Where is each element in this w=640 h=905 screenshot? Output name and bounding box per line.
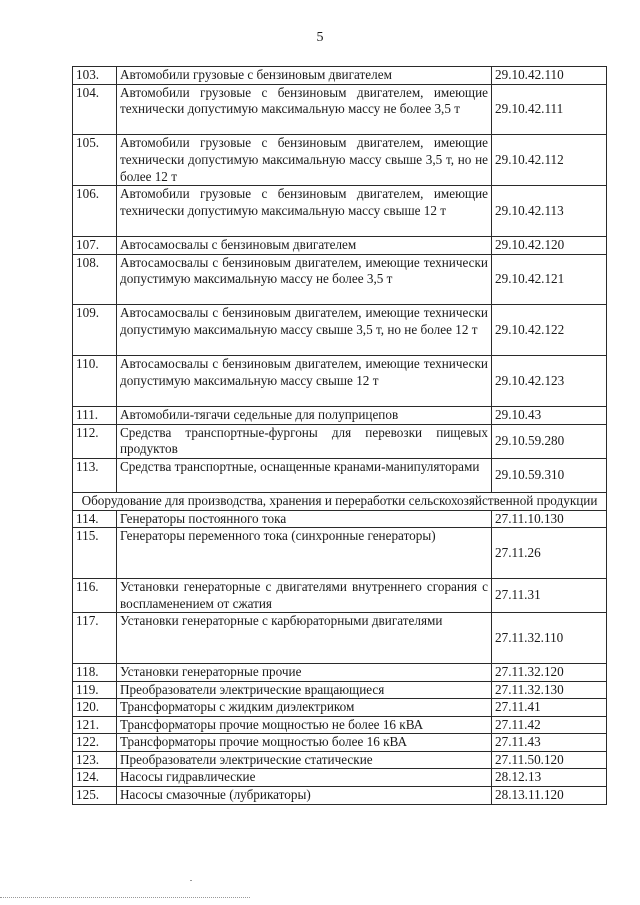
product-name: Средства транспортные-фургоны для перевозки пищевых продуктов [117, 424, 492, 458]
section-header-row [73, 492, 607, 510]
okpd2-code: 27.11.43 [492, 734, 607, 752]
row-number: 109. [73, 305, 117, 356]
product-name: Генераторы постоянного тока [117, 510, 492, 528]
product-name: Преобразователи электрические статические [117, 751, 492, 769]
product-name: Автомобили грузовые с бензиновым двигателем, имеющие технически допустимую максимальную массу свыше 12 т [117, 186, 492, 237]
okpd2-code: 29.10.59.310 [492, 458, 607, 492]
okpd2-code: 27.11.41 [492, 699, 607, 717]
table-row [73, 787, 607, 805]
row-number: 114. [73, 510, 117, 528]
table-row [73, 681, 607, 699]
row-number: 123. [73, 751, 117, 769]
row-number: 105. [73, 135, 117, 186]
okpd2-code: 27.11.32.130 [492, 681, 607, 699]
table-row [73, 751, 607, 769]
okpd2-code: 29.10.43 [492, 406, 607, 424]
row-number: 117. [73, 613, 117, 664]
okpd2-code: 29.10.59.280 [492, 424, 607, 458]
okpd2-code: 29.10.42.123 [492, 356, 607, 407]
product-name: Преобразователи электрические вращающиеся [117, 681, 492, 699]
product-name: Установки генераторные с карбюраторными двигателями [117, 613, 492, 664]
row-number: 118. [73, 663, 117, 681]
table-row [73, 699, 607, 717]
okpd2-code: 27.11.26 [492, 528, 607, 579]
row-number: 120. [73, 699, 117, 717]
row-number: 119. [73, 681, 117, 699]
row-number: 122. [73, 734, 117, 752]
row-number: 116. [73, 578, 117, 612]
okpd2-code: 28.13.11.120 [492, 787, 607, 805]
okpd2-code: 27.11.10.130 [492, 510, 607, 528]
row-number: 111. [73, 406, 117, 424]
row-number: 121. [73, 716, 117, 734]
table-row [73, 578, 607, 612]
okpd2-code: 29.10.42.122 [492, 305, 607, 356]
okpd2-code: 29.10.42.120 [492, 236, 607, 254]
row-number: 112. [73, 424, 117, 458]
row-number: 107. [73, 236, 117, 254]
okpd2-code: 29.10.42.110 [492, 67, 607, 85]
page-number: 5 [316, 30, 324, 45]
product-name: Автосамосвалы с бензиновым двигателем, имеющие технически допустимую максимальную массу не более 3,5 т [117, 254, 492, 305]
section-title: Оборудование для производства, хранения и переработки сельскохозяйственной продукции [73, 492, 607, 510]
product-name: Трансформаторы прочие мощностью более 16 кВА [117, 734, 492, 752]
product-name: Насосы смазочные (лубрикаторы) [117, 787, 492, 805]
product-name: Автомобили грузовые с бензиновым двигателем [117, 67, 492, 85]
table-row [73, 406, 607, 424]
table-row [73, 734, 607, 752]
product-name: Средства транспортные, оснащенные кранами-манипуляторами [117, 458, 492, 492]
row-number: 108. [73, 254, 117, 305]
table-row [73, 663, 607, 681]
table-row [73, 186, 607, 237]
okpd2-code: 29.10.42.112 [492, 135, 607, 186]
table-row [73, 356, 607, 407]
product-name: Установки генераторные прочие [117, 663, 492, 681]
table-row [73, 305, 607, 356]
okpd2-code: 27.11.32.110 [492, 613, 607, 664]
table-row [73, 510, 607, 528]
row-number: 103. [73, 67, 117, 85]
okpd2-code: 28.12.13 [492, 769, 607, 787]
product-name: Автосамосвалы с бензиновым двигателем [117, 236, 492, 254]
row-number: 115. [73, 528, 117, 579]
product-name: Насосы гидравлические [117, 769, 492, 787]
row-number: 104. [73, 84, 117, 135]
product-name: Установки генераторные с двигателями внутреннего сгорания с воспламенением от сжатия [117, 578, 492, 612]
product-name: Трансформаторы прочие мощностью не более 16 кВА [117, 716, 492, 734]
product-name: Автомобили-тягачи седельные для полуприцепов [117, 406, 492, 424]
okpd2-code: 27.11.32.120 [492, 663, 607, 681]
okpd2-code: 29.10.42.113 [492, 186, 607, 237]
table-row [73, 236, 607, 254]
row-number: 113. [73, 458, 117, 492]
scan-speck [190, 880, 192, 881]
table-row [73, 458, 607, 492]
table-row [73, 67, 607, 85]
row-number: 110. [73, 356, 117, 407]
table-row [73, 84, 607, 135]
table-row [73, 424, 607, 458]
goods-table [72, 66, 607, 805]
product-name: Автомобили грузовые с бензиновым двигателем, имеющие технически допустимую максимальную массу не более 3,5 т [117, 84, 492, 135]
goods-table-body [73, 67, 607, 805]
bottom-dotted-line [0, 897, 250, 898]
okpd2-code: 29.10.42.121 [492, 254, 607, 305]
product-name: Генераторы переменного тока (синхронные генераторы) [117, 528, 492, 579]
table-row [73, 528, 607, 579]
product-name: Трансформаторы с жидким диэлектриком [117, 699, 492, 717]
product-name: Автосамосвалы с бензиновым двигателем, имеющие технически допустимую максимальную массу свыше 3,5 т, но не более 12 т [117, 305, 492, 356]
product-name: Автосамосвалы с бензиновым двигателем, имеющие технически допустимую максимальную массу свыше 12 т [117, 356, 492, 407]
okpd2-code: 27.11.31 [492, 578, 607, 612]
row-number: 125. [73, 787, 117, 805]
table-row [73, 135, 607, 186]
okpd2-code: 29.10.42.111 [492, 84, 607, 135]
table-row [73, 613, 607, 664]
product-name: Автомобили грузовые с бензиновым двигателем, имеющие технически допустимую максимальную массу свыше 3,5 т, но не более 12 т [117, 135, 492, 186]
okpd2-code: 27.11.50.120 [492, 751, 607, 769]
table-row [73, 254, 607, 305]
table-row [73, 716, 607, 734]
okpd2-code: 27.11.42 [492, 716, 607, 734]
table-row [73, 769, 607, 787]
row-number: 106. [73, 186, 117, 237]
row-number: 124. [73, 769, 117, 787]
